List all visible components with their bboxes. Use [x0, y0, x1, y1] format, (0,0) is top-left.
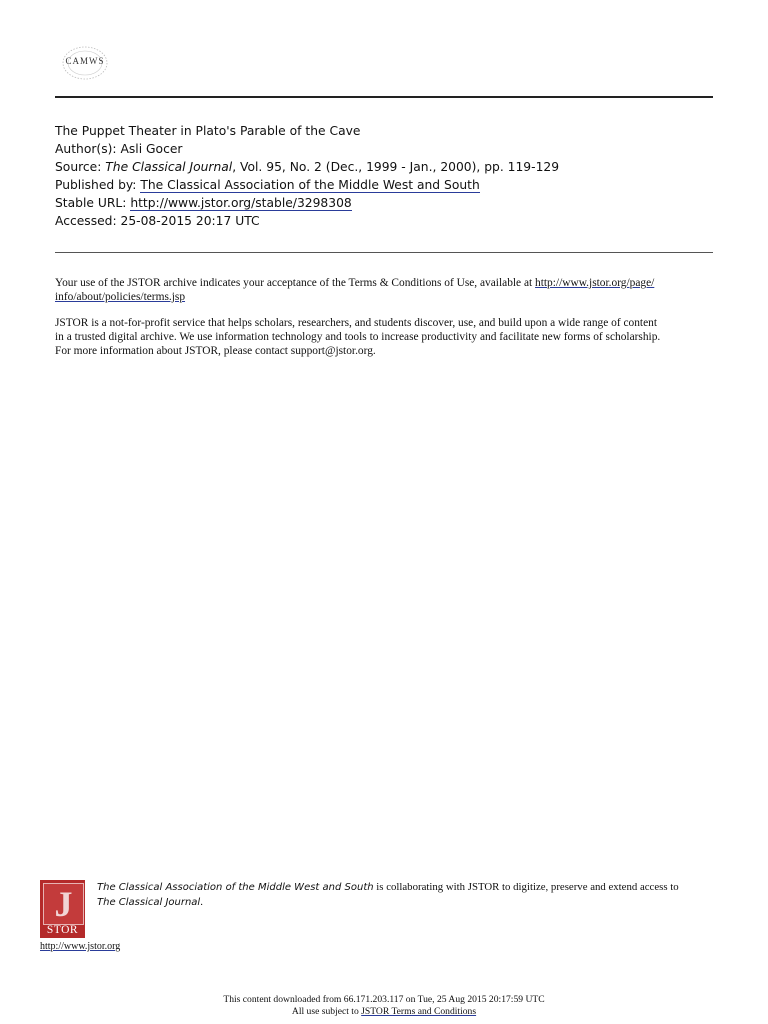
stable-url-link[interactable]: http://www.jstor.org/stable/3298308	[130, 196, 352, 210]
terms-section	[55, 276, 717, 370]
terms-link[interactable]: http://www.jstor.org/page/	[535, 277, 655, 289]
jstor-logo-letter: J	[54, 884, 73, 924]
author-name: Asli Gocer	[120, 142, 183, 156]
article-stable-url: Stable URL: http://www.jstor.org/stable/3298308	[55, 196, 352, 210]
article-source: Source: The Classical Journal, Vol. 95, No. 2 (Dec., 1999 - Jan., 2000), pp. 119-129	[55, 160, 560, 174]
middle-divider	[55, 252, 713, 253]
collab-journal: The Classical Journal	[97, 897, 201, 908]
terms-paragraph: Your use of the JSTOR archive indicates your acceptance of the Terms & Conditions of Use, available at http://www.jstor.org/page/ info/about/policies/terms.jsp	[55, 277, 655, 303]
article-accessed: Accessed: 25-08-2015 20:17 UTC	[55, 214, 260, 228]
collaboration-text: The Classical Association of the Middle West and South is collaborating with JSTOR to digitize, preserve and extend access to The Classical Journal.	[97, 881, 679, 908]
footer-terms-link[interactable]: JSTOR Terms and Conditions	[361, 1006, 477, 1017]
camws-logo-text: CAMWS	[65, 56, 105, 66]
collab-publisher: The Classical Association of the Middle West and South	[97, 882, 374, 893]
download-footer	[0, 994, 768, 1018]
jstor-logo	[40, 880, 85, 938]
terms-link-continued[interactable]: info/about/policies/terms.jsp	[55, 291, 186, 303]
footer-terms-line: All use subject to JSTOR Terms and Conditions	[291, 1006, 477, 1017]
jstor-home-link[interactable]: http://www.jstor.org	[40, 941, 121, 952]
jstor-info-paragraph: JSTOR is a not-for-profit service that helps scholars, researchers, and students discover, use, and build upon a wide range of content in a trusted digital archive. We use information technology and tools to increase productivity and facilitate new forms of scholarship. For more information about JSTOR, please contact support@jstor.org.	[55, 317, 661, 357]
article-metadata	[55, 122, 715, 230]
top-divider	[55, 96, 713, 98]
journal-name: The Classical Journal	[105, 160, 233, 174]
jstor-logo-word: STOR	[46, 924, 79, 936]
article-authors: Author(s): Asli Gocer	[55, 142, 183, 156]
article-publisher: Published by: The Classical Association of the Middle West and South	[55, 178, 480, 192]
article-title: The Puppet Theater in Plato's Parable of the Cave	[55, 124, 361, 138]
publisher-link[interactable]: The Classical Association of the Middle West and South	[140, 178, 480, 192]
camws-logo	[60, 44, 110, 82]
footer-download-line: This content downloaded from 66.171.203.117 on Tue, 25 Aug 2015 20:17:59 UTC	[223, 994, 545, 1005]
